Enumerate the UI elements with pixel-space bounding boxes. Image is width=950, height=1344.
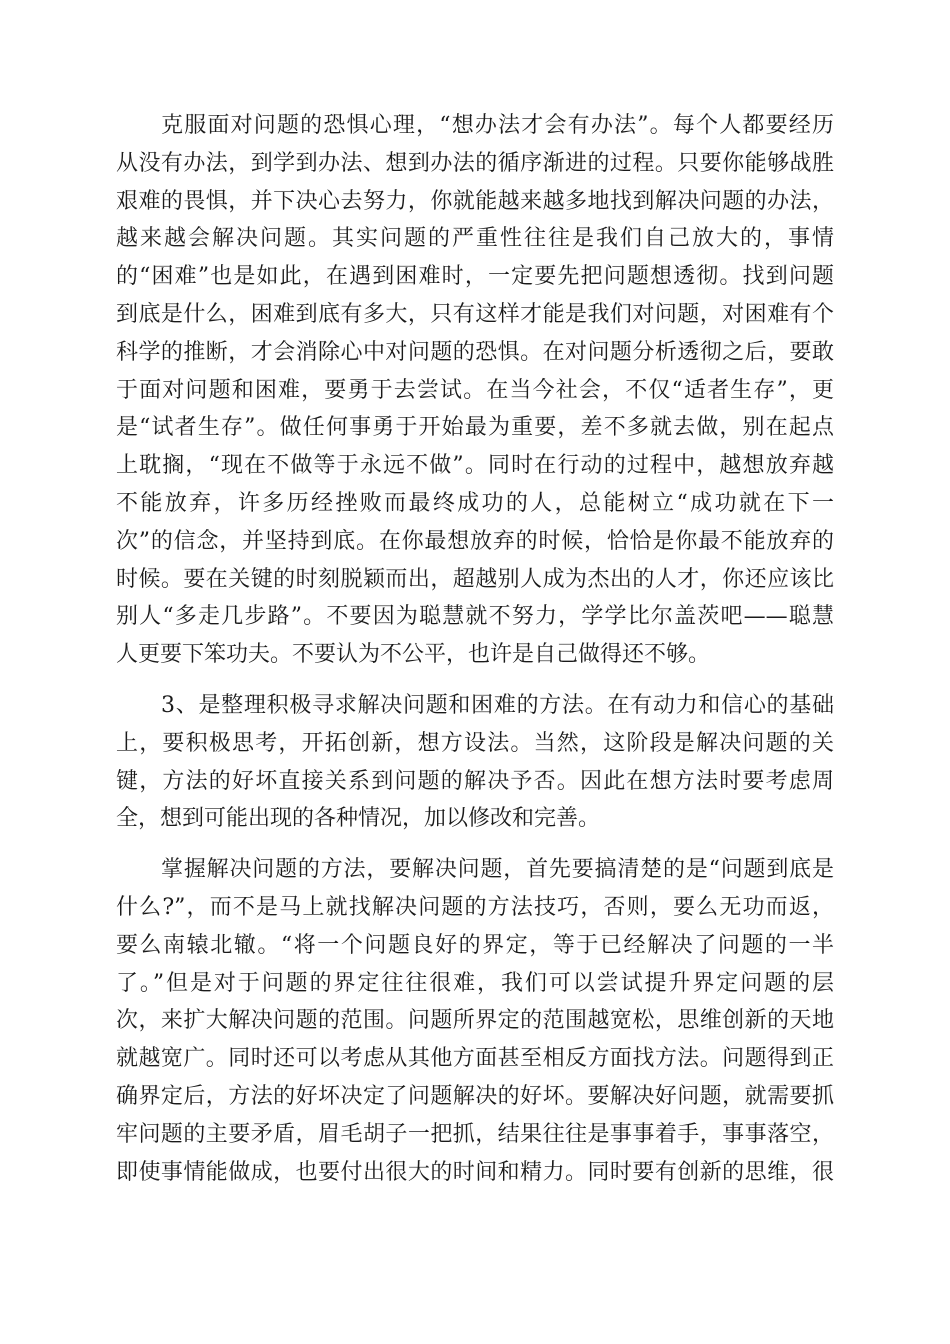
text-line: 即使事情能做成，也要付出很大的时间和精力。同时要有创新的思维，很 (116, 1159, 834, 1185)
text-line: 掌握解决问题的方法，要解决问题，首先要搞清楚的是“问题到底是 (161, 857, 834, 883)
text-line: 上，要积极思考，开拓创新，想方设法。当然，这阶段是解决问题的关 (116, 730, 834, 756)
text-line: 键，方法的好坏直接关系到问题的解决予否。因此在想方法时要考虑周 (116, 768, 834, 794)
text-line: 次”的信念，并坚持到底。在你最想放弃的时候，恰恰是你最不能放弃的 (116, 528, 834, 554)
text-line: 人更要下笨功夫。不要认为不公平，也许是自己做得还不够。 (116, 642, 711, 668)
text-line: 上耽搁，“现在不做等于永远不做”。同时在行动的过程中，越想放弃越 (116, 453, 834, 479)
text-line: 别人“多走几步路”。不要因为聪慧就不努力，学学比尔盖茨吧——聪慧 (116, 604, 834, 630)
paragraph-method-step-3 (116, 687, 834, 838)
text-line: 什么?”，而不是马上就找解决问题的方法技巧，否则，要么无功而返， (116, 894, 834, 920)
paragraph-spacer (116, 838, 834, 851)
text-line: 是“试者生存”。做任何事勇于开始最为重要，差不多就去做，别在起点 (116, 415, 834, 441)
text-line: 全，想到可能出现的各种情况，加以修改和完善。 (116, 806, 601, 832)
text-line: 科学的推断，才会消除心中对问题的恐惧。在对问题分析透彻之后，要敢 (116, 339, 834, 365)
text-line: 确界定后，方法的好坏决定了问题解决的好坏。要解决好问题，就需要抓 (116, 1083, 834, 1109)
text-line: 越来越会解决问题。其实问题的严重性往往是我们自己放大的，事情 (116, 226, 834, 252)
text-line: 要么南辕北辙。“将一个问题良好的界定，等于已经解决了问题的一半 (116, 932, 834, 958)
text-line: 时候。要在关键的时刻脱颖而出，超越别人成为杰出的人才，你还应该比 (116, 566, 834, 592)
text-line: 克服面对问题的恐惧心理，“想办法才会有办法”。每个人都要经历 (161, 113, 834, 138)
text-line: 艰难的畏惧，并下决心去努力，你就能越来越多地找到解决问题的办法， (116, 188, 834, 214)
text-line: 到底是什么，困难到底有多大，只有这样才能是我们对问题，对困难有个 (116, 301, 834, 327)
text-line: 牢问题的主要矛盾，眉毛胡子一把抓，结果往往是事事着手，事事落空， (116, 1121, 834, 1147)
paragraph-overcome-fear (116, 107, 834, 674)
text-line: 了。”但是对于问题的界定往往很难，我们可以尝试提升界定问题的层 (116, 970, 834, 996)
text-line: 就越宽广。同时还可以考虑从其他方面甚至相反方面找方法。问题得到正 (116, 1046, 834, 1072)
text-line: 3、是整理积极寻求解决问题和困难的方法。在有动力和信心的基础 (161, 692, 834, 718)
text-line: 于面对问题和困难，要勇于去尝试。在当今社会，不仅“适者生存”，更 (116, 377, 834, 403)
text-line: 的“困难”也是如此，在遇到困难时，一定要先把问题想透彻。找到问题 (116, 264, 834, 290)
text-line: 次，来扩大解决问题的范围。问题所界定的范围越宽松，思维创新的天地 (116, 1008, 834, 1034)
text-line: 不能放弃，许多历经挫败而最终成功的人，总能树立“成功就在下一 (116, 490, 834, 516)
paragraph-master-method (116, 851, 834, 1191)
paragraph-spacer (116, 674, 834, 687)
text-line: 从没有办法，到学到办法、想到办法的循序渐进的过程。只要你能够战胜 (116, 150, 834, 176)
document-body (116, 107, 834, 1191)
